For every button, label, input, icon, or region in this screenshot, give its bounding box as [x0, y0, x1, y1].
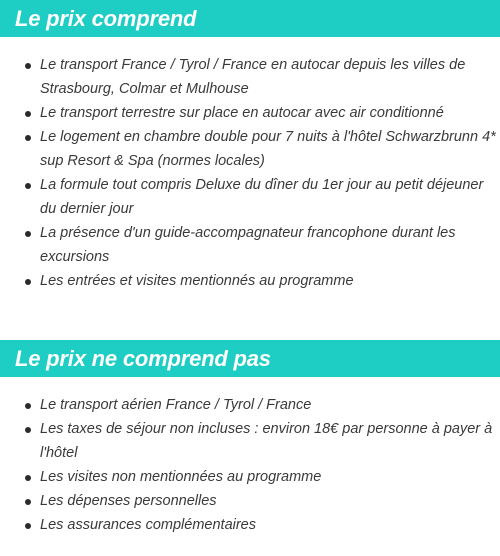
list-item-text: La formule tout compris Deluxe du dîner du 1er jour au petit déjeuner du dernier jour	[40, 177, 484, 217]
list-item-text: Les assurances complémentaires	[40, 517, 256, 533]
bullet-icon	[25, 499, 31, 505]
list-item-text: Le logement en chambre double pour 7 nuits à l'hôtel Schwarzbrunn 4* sup Resort & Spa (normes locales)	[40, 129, 496, 169]
bullet-icon	[25, 111, 31, 117]
not-included-section	[0, 340, 500, 537]
included-header: Le prix comprend	[0, 0, 500, 37]
list-item	[0, 417, 500, 465]
bullet-icon	[25, 523, 31, 529]
bullet-icon	[25, 475, 31, 481]
list-item-text: Le transport terrestre sur place en autocar avec air conditionné	[40, 105, 444, 121]
list-item-text: Le transport aérien France / Tyrol / France	[40, 397, 312, 413]
bullet-icon	[25, 63, 31, 69]
list-item-text: Les entrées et visites mentionnés au programme	[40, 273, 354, 289]
list-item	[0, 125, 500, 173]
list-item-text: La présence d'un guide-accompagnateur francophone durant les excursions	[40, 225, 456, 265]
list-item-text: Le transport France / Tyrol / France en autocar depuis les villes de Strasbourg, Colmar et Mulhouse	[40, 57, 466, 97]
list-item	[0, 53, 500, 101]
bullet-icon	[25, 231, 31, 237]
bullet-icon	[25, 183, 31, 189]
list-item	[0, 465, 500, 489]
list-item	[0, 269, 500, 293]
list-item	[0, 513, 500, 537]
list-item-text: Les visites non mentionnées au programme	[40, 469, 322, 485]
not-included-header: Le prix ne comprend pas	[0, 340, 500, 377]
list-item	[0, 489, 500, 513]
bullet-icon	[25, 279, 31, 285]
list-item	[0, 101, 500, 125]
not-included-list	[0, 377, 500, 537]
list-item-text: Les taxes de séjour non incluses : environ 18€ par personne à payer à l'hôtel	[40, 421, 493, 461]
list-item-text: Les dépenses personnelles	[40, 493, 217, 509]
included-list	[0, 37, 500, 293]
bullet-icon	[25, 427, 31, 433]
bullet-icon	[25, 135, 31, 141]
bullet-icon	[25, 403, 31, 409]
list-item	[0, 221, 500, 269]
list-item	[0, 173, 500, 221]
list-item	[0, 393, 500, 417]
